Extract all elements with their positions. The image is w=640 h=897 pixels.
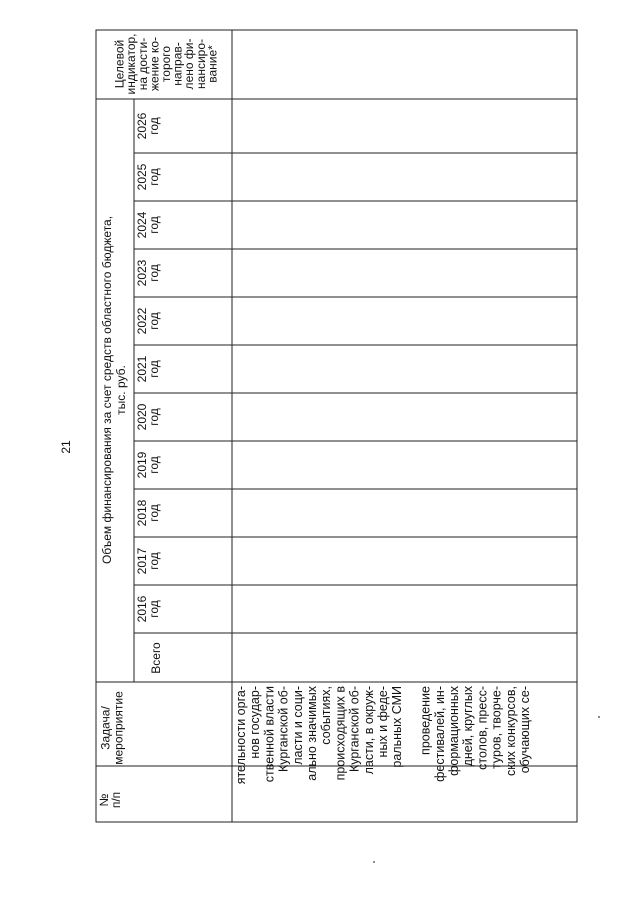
task-description-line: ласти и соци- (290, 686, 305, 765)
year-header (135, 307, 161, 334)
year-header (135, 355, 161, 382)
year-header-line: год (147, 408, 161, 426)
year-header (135, 451, 161, 478)
year-header-line: год (147, 360, 161, 378)
year-header-line: 2024 (135, 211, 149, 239)
total-header (149, 642, 163, 674)
task-description-line: ских конкурсов, (503, 686, 518, 777)
year-header (135, 595, 161, 622)
indicator-header-line: нансиро- (193, 39, 208, 89)
task-header-line: Задача/ (98, 706, 113, 750)
task-description-line: ных и феде- (376, 686, 390, 758)
task-description-line: обучающих се- (518, 686, 532, 774)
task-description-line: событиях, (319, 686, 334, 745)
year-header (135, 259, 161, 286)
total-header-line: Всего (149, 642, 163, 674)
task-description-line: формационных (447, 686, 461, 776)
year-header-line: год (147, 456, 161, 474)
task-description-line: ально значимых (305, 686, 319, 781)
funding-header-line: Объем финансирования за счет средств областного бюджета, (100, 215, 114, 565)
year-header (135, 112, 161, 139)
year-header-line: 2017 (135, 547, 149, 575)
funding-header-line: тыс. руб. (114, 365, 128, 415)
funding-header (100, 216, 128, 564)
task-description (234, 685, 532, 784)
task-description-line: Курганской об- (276, 686, 291, 773)
scan-dot (598, 716, 600, 718)
year-header-line: год (147, 504, 161, 522)
task-description-line: происходящих в (333, 686, 348, 781)
indicator-header-line: торого (159, 45, 173, 83)
indicator-header-line: Целевой (112, 39, 127, 89)
year-header-line: год (147, 600, 161, 618)
year-header-line: год (147, 117, 161, 135)
task-description-line: ственной власти (262, 686, 277, 783)
year-header-line: 2016 (135, 595, 149, 623)
year-header-line: 2019 (135, 451, 149, 479)
scan-dot (373, 861, 375, 863)
task-description-line: ятельности орга- (234, 686, 248, 785)
year-header (135, 211, 161, 238)
year-header-line: 2023 (135, 259, 149, 287)
year-header-line: год (147, 264, 161, 282)
indicator-header-line: лено фи- (182, 38, 197, 90)
year-header (135, 499, 161, 526)
indicator-header-line: индикатор, (124, 33, 139, 95)
year-header-line: 2018 (135, 499, 149, 527)
indicator-header-line: направ- (170, 42, 185, 86)
year-header-line: 2026 (135, 112, 149, 140)
indicator-header-line: жение ко- (147, 36, 162, 92)
year-header-line: 2020 (135, 403, 149, 431)
task-description-line: столов, пресс- (475, 686, 490, 770)
num-header (97, 792, 123, 808)
year-header-line: год (147, 552, 161, 570)
year-header-line: год (147, 168, 161, 186)
task-description-line: нов государ- (248, 686, 263, 759)
year-header (135, 547, 161, 574)
task-description-line: ральных СМИ (390, 686, 405, 768)
year-header-line: 2022 (135, 307, 149, 335)
task-description-line: фестивалей, ин- (432, 686, 447, 782)
page-number: 21 (59, 440, 73, 454)
task-header (99, 691, 126, 765)
task-description-line: проведение (418, 686, 433, 755)
year-header (135, 403, 161, 430)
task-header-line: мероприятие (111, 691, 126, 765)
year-header-line: 2021 (135, 355, 149, 383)
table-text (97, 33, 532, 808)
indicator-header (113, 33, 220, 94)
year-header-line: год (147, 312, 161, 330)
task-description-line: Курганской об- (347, 686, 362, 773)
year-header (135, 163, 161, 190)
indicator-header-line: вание* (205, 45, 220, 83)
num-header-line: № (97, 793, 111, 807)
task-description-line: ласти, в окруж- (361, 686, 376, 775)
task-description-line: дней, круглых (461, 686, 476, 767)
year-header-line: год (147, 216, 161, 234)
year-header-line: 2025 (135, 163, 149, 191)
num-header-line: п/п (109, 791, 123, 809)
indicator-header-line: на дости- (135, 37, 150, 91)
task-description-line: туров, творче- (489, 686, 504, 769)
